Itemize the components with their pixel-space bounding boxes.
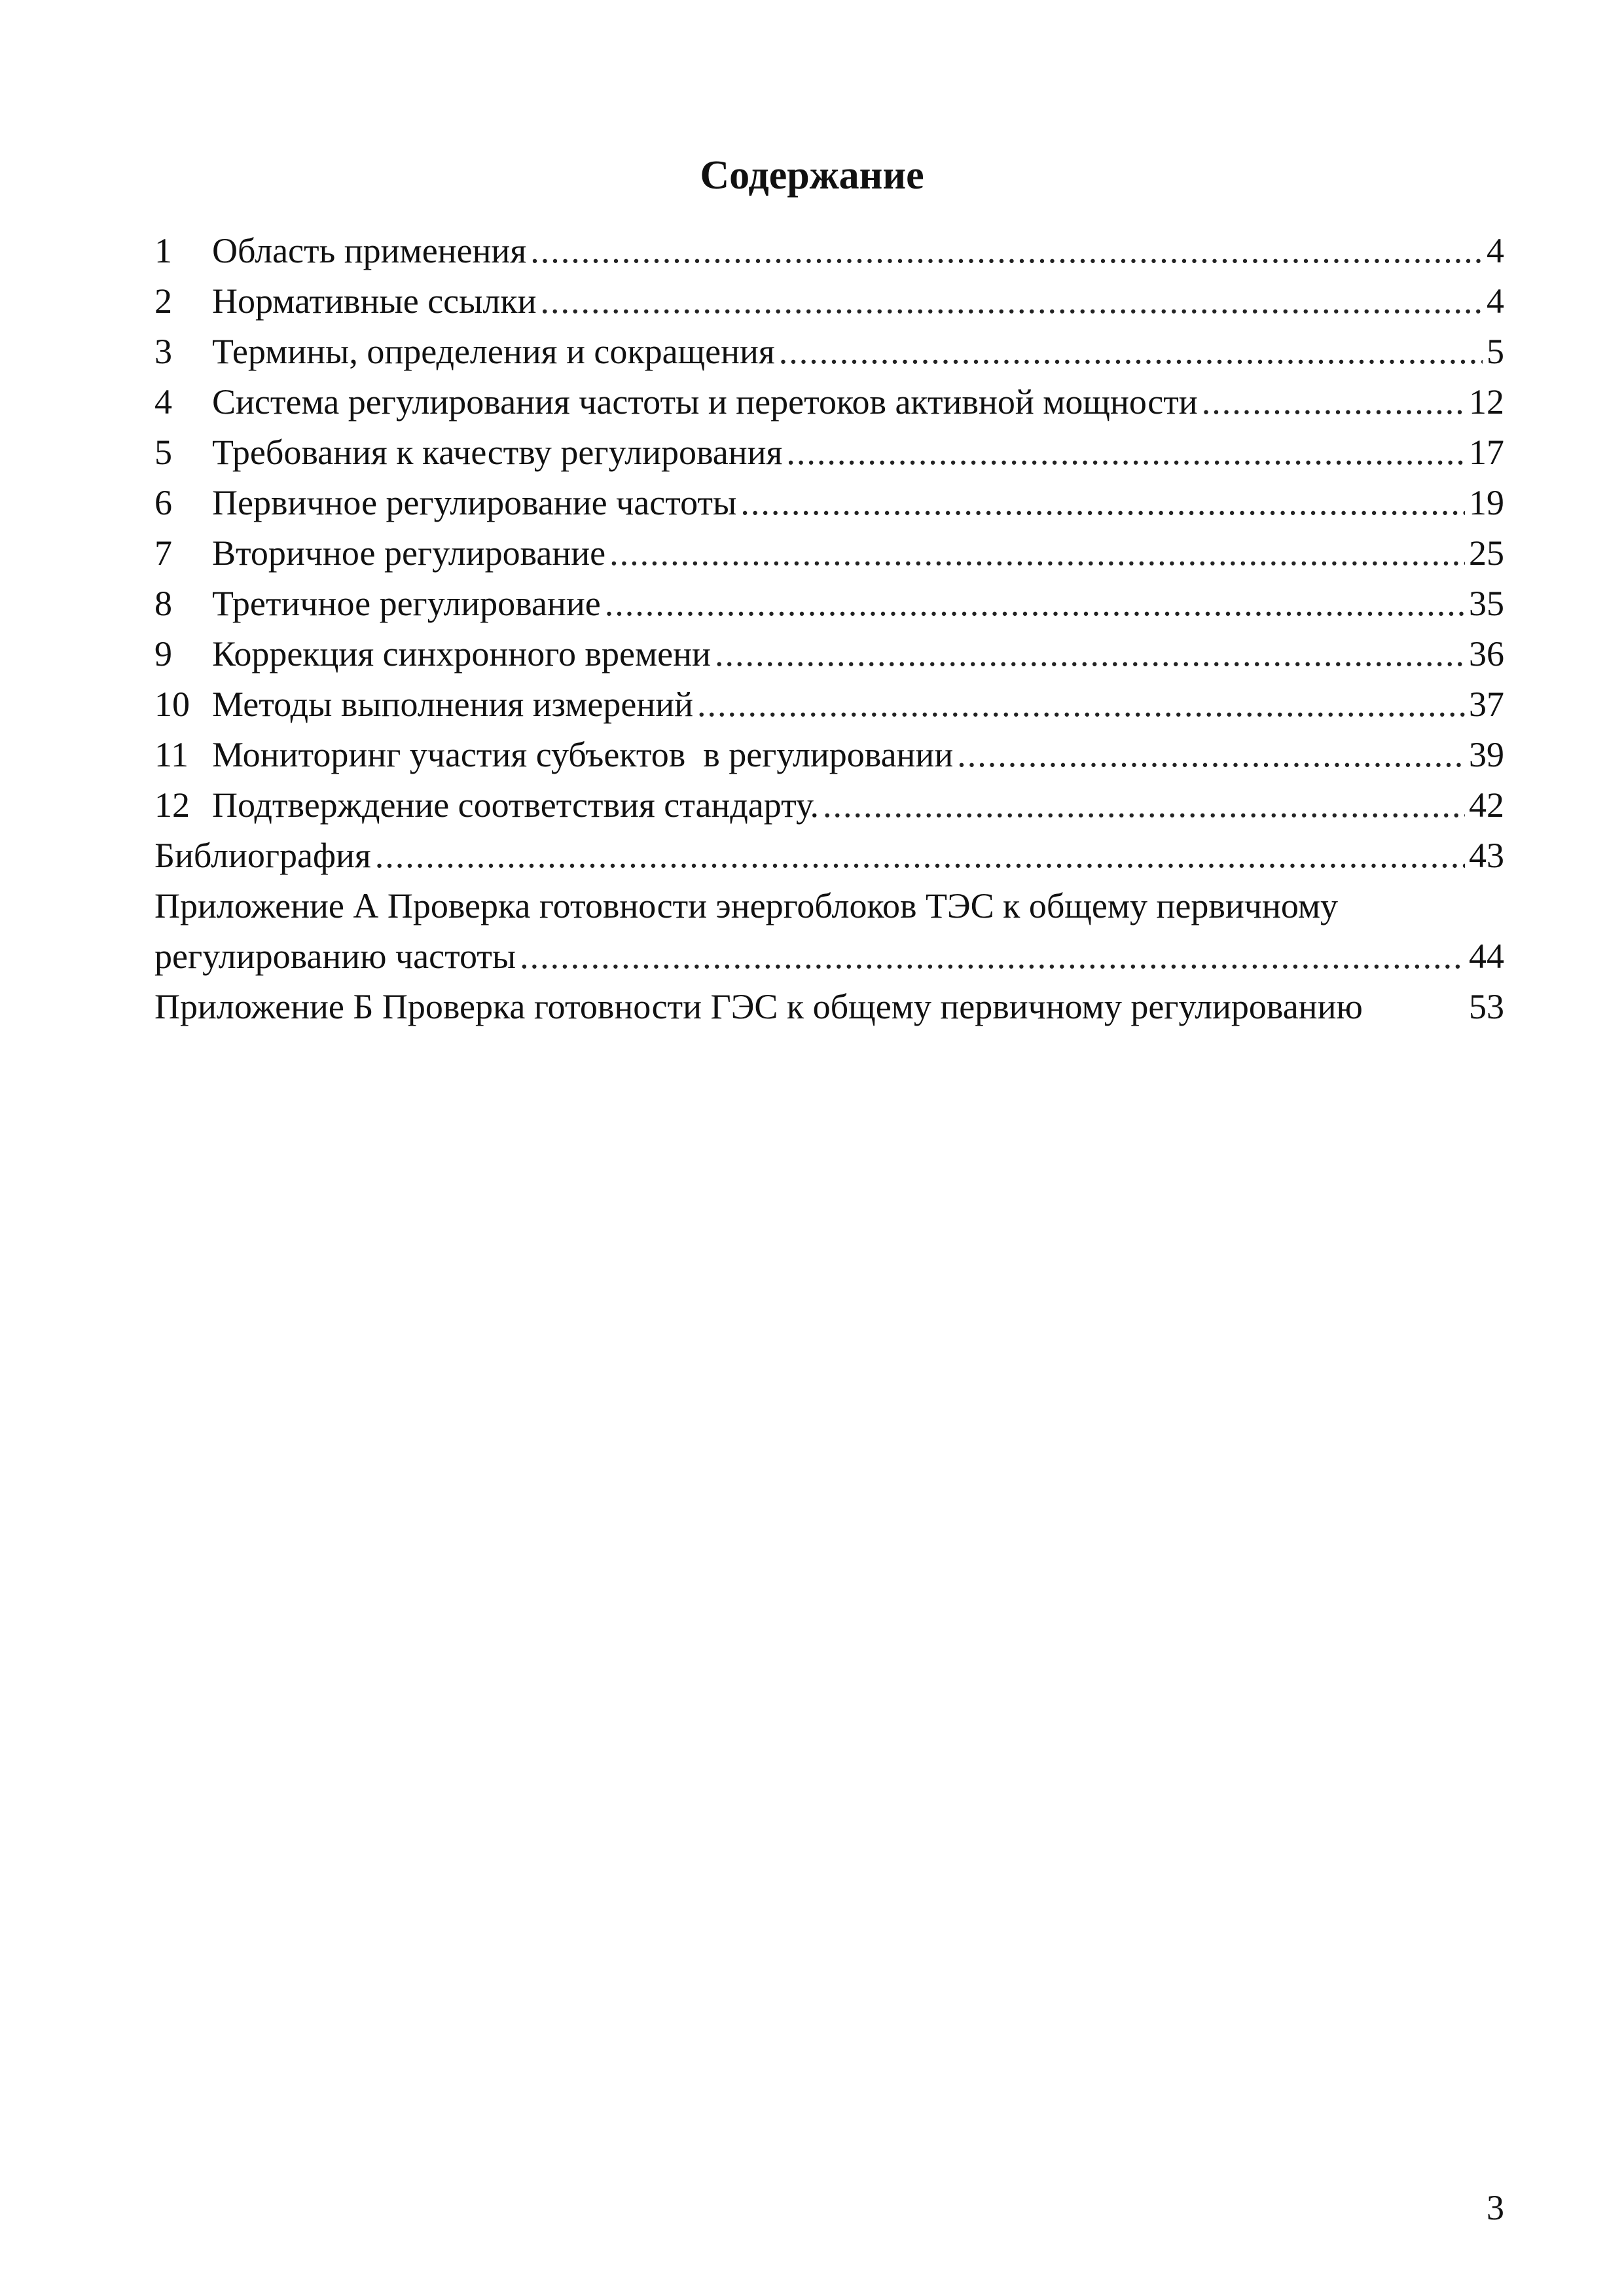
toc-entry[interactable] (154, 377, 1504, 427)
toc-entry-number: 11 (154, 735, 189, 774)
dot-leader (779, 327, 1483, 377)
toc-entry-label: Методы выполнения измерений (212, 685, 694, 724)
toc-entry-label: Приложение А Проверка готовности энергоблоков ТЭС к общему первичному (154, 886, 1338, 925)
toc-entry-page: 5 (1487, 332, 1504, 371)
toc-entry-number: 6 (154, 483, 172, 522)
toc-entry-label: Вторичное регулирование (212, 533, 606, 573)
toc-entry-label: Приложение Б Проверка готовности ГЭС к общему первичному регулированию (154, 987, 1363, 1026)
toc-entry-appendix-b[interactable] (154, 982, 1504, 1032)
toc-entry-label: Нормативные ссылки (212, 281, 537, 321)
toc-entry[interactable] (154, 528, 1504, 579)
toc-entry[interactable] (154, 730, 1504, 780)
toc-entry-label: Область применения (212, 231, 527, 270)
toc-entry-number: 7 (154, 533, 172, 573)
toc-entry-number: 5 (154, 433, 172, 472)
dot-leader (786, 427, 1465, 478)
toc-entry-label: Мониторинг участия субъектов в регулировании (212, 735, 954, 774)
toc-entry-page: 39 (1469, 735, 1504, 774)
dot-leader (375, 831, 1465, 881)
toc-entry-label: Термины, определения и сокращения (212, 332, 775, 371)
toc-entry-label: Система регулирования частоты и перетоков активной мощности (212, 382, 1198, 422)
toc-entry[interactable] (154, 427, 1504, 478)
toc-entry[interactable] (154, 226, 1504, 276)
toc-entry-label: регулированию частоты (154, 937, 516, 976)
toc-entry[interactable] (154, 780, 1504, 831)
toc-entry-label: Библиография (154, 836, 371, 875)
toc-entry-number: 4 (154, 382, 172, 422)
toc-entry-page: 19 (1469, 483, 1504, 522)
dot-leader (715, 629, 1465, 679)
toc-entry-bibliography[interactable] (154, 831, 1504, 881)
toc-entry-number: 9 (154, 634, 172, 673)
table-of-contents (154, 226, 1504, 1032)
dot-leader (520, 931, 1465, 982)
toc-entry-page: 35 (1469, 584, 1504, 623)
toc-entry-label: Коррекция синхронного времени (212, 634, 711, 673)
toc-entry-appendix-a-line2[interactable] (154, 931, 1504, 982)
toc-entry-page: 4 (1487, 231, 1504, 270)
page-number: 3 (1487, 2188, 1504, 2227)
dot-leader (605, 579, 1465, 629)
toc-entry-page: 25 (1469, 533, 1504, 573)
toc-entry-label: Первичное регулирование частоты (212, 483, 737, 522)
dot-leader (697, 679, 1465, 730)
toc-entry-page: 17 (1469, 433, 1504, 472)
toc-entry[interactable] (154, 629, 1504, 679)
dot-leader (530, 226, 1483, 276)
toc-entry-label: Третичное регулирование (212, 584, 601, 623)
dot-leader (740, 478, 1465, 528)
toc-entry[interactable] (154, 327, 1504, 377)
toc-entry-page: 44 (1469, 937, 1504, 976)
toc-entry-appendix-a-line1[interactable] (154, 881, 1504, 931)
toc-entry-label: Подтверждение соответствия стандарту. (212, 785, 820, 825)
toc-entry-page: 12 (1469, 382, 1504, 422)
dot-leader (823, 780, 1465, 831)
toc-entry-page: 42 (1469, 785, 1504, 825)
toc-entry-page: 37 (1469, 685, 1504, 724)
dot-leader (957, 730, 1465, 780)
toc-entry[interactable] (154, 478, 1504, 528)
dot-leader (541, 276, 1483, 327)
toc-entry-page: 4 (1487, 281, 1504, 321)
toc-entry[interactable] (154, 679, 1504, 730)
toc-entry[interactable] (154, 276, 1504, 327)
toc-entry-page: 36 (1469, 634, 1504, 673)
toc-title: Содержание (700, 153, 924, 198)
dot-leader (1202, 377, 1465, 427)
toc-entry-number: 12 (154, 785, 190, 825)
toc-entry-number: 3 (154, 332, 172, 371)
toc-entry-page: 53 (1469, 987, 1504, 1026)
toc-entry-page: 43 (1469, 836, 1504, 875)
dot-leader (609, 528, 1465, 579)
toc-entry-number: 1 (154, 231, 172, 270)
toc-entry-number: 2 (154, 281, 172, 321)
toc-entry-label: Требования к качеству регулирования (212, 433, 783, 472)
toc-entry[interactable] (154, 579, 1504, 629)
toc-entry-number: 10 (154, 685, 190, 724)
toc-entry-number: 8 (154, 584, 172, 623)
